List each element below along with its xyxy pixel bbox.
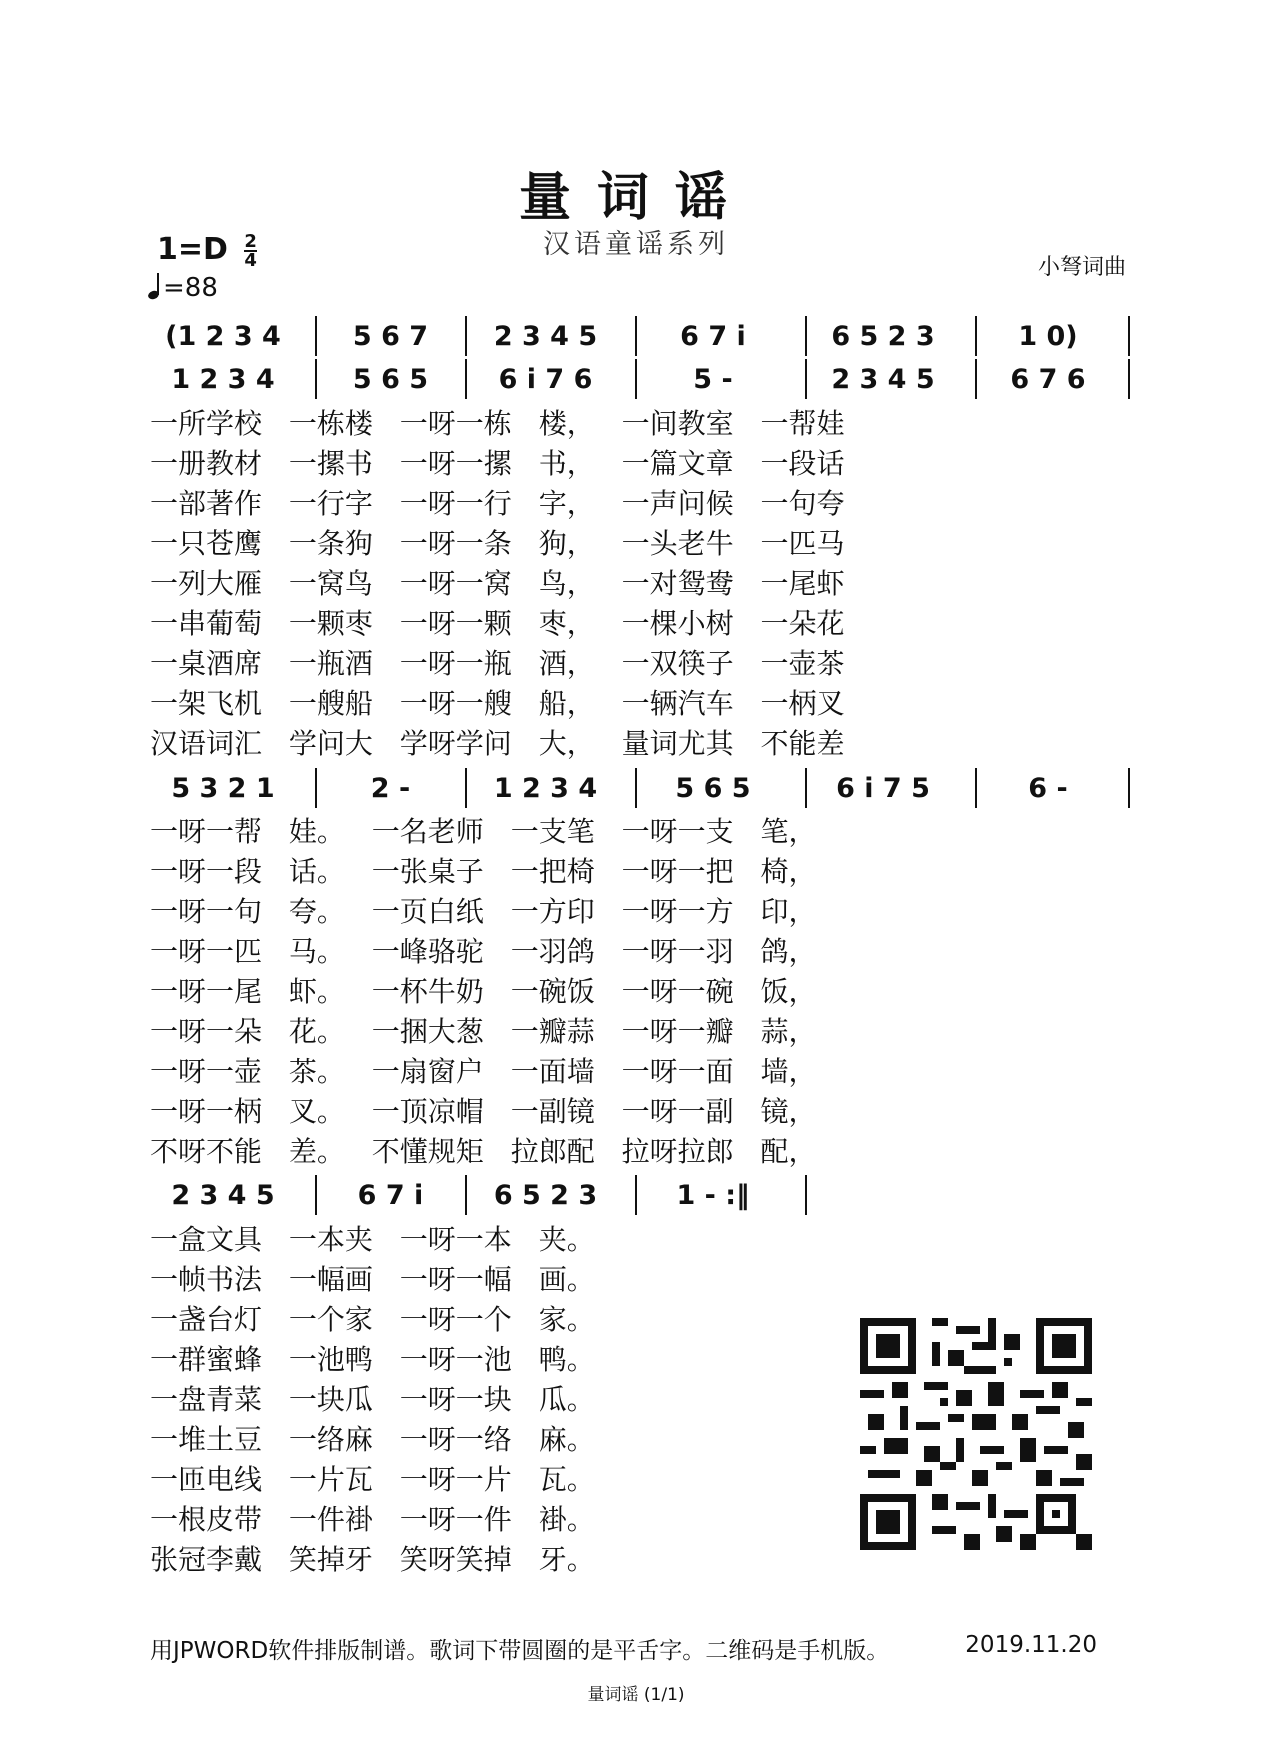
measure: 6 5 2 3 <box>831 320 935 352</box>
notation-row <box>148 1173 1133 1217</box>
lyric-line: 一所学校 一栋楼 一呀一栋 楼， 一间教室 一帮娃 <box>150 407 845 440</box>
measure: 6 7 i <box>357 1179 424 1211</box>
lyric-line: 一架飞机 一艘船 一呀一艘 船， 一辆汽车 一柄叉 <box>150 687 845 720</box>
measure: 1 - :‖ <box>676 1179 750 1211</box>
measure: 5 6 5 <box>675 772 751 804</box>
barline <box>635 1175 637 1215</box>
measure: 1 0) <box>1018 320 1078 352</box>
lyric-line: 一呀一匹 马。 一峰骆驼 一羽鸽 一呀一羽 鸽， <box>150 935 817 968</box>
lyric-line: 一盘青菜 一块瓜 一呀一块 瓜。 <box>150 1383 595 1416</box>
barline <box>805 1175 807 1215</box>
composer-credit: 小弩词曲 <box>1037 255 1126 280</box>
barline <box>465 359 467 399</box>
tempo-marking <box>148 273 218 303</box>
notation-row <box>148 766 1133 810</box>
lyric-line: 一堆土豆 一络麻 一呀一络 麻。 <box>150 1423 595 1456</box>
barline <box>315 316 317 356</box>
measure: 6 i 7 6 <box>498 363 593 395</box>
barline <box>975 359 977 399</box>
lyric-line: 一呀一柄 叉。 一顶凉帽 一副镜 一呀一副 镜， <box>150 1095 817 1128</box>
key-signature <box>157 232 257 269</box>
lyric-line: 不呀不能 差。 不懂规矩 拉郎配 拉呀拉郎 配， <box>150 1135 817 1168</box>
barline <box>975 768 977 808</box>
barline <box>805 316 807 356</box>
measure: 5 6 5 <box>352 363 429 395</box>
measure: 1 2 3 4 <box>171 363 275 395</box>
measure: 2 3 4 5 <box>831 363 935 395</box>
time-signature <box>244 230 257 271</box>
barline <box>635 768 637 808</box>
lyric-line: 一帧书法 一幅画 一呀一幅 画。 <box>150 1263 595 1296</box>
lyric-line: 一匝电线 一片瓦 一呀一片 瓦。 <box>150 1463 595 1496</box>
barline <box>805 768 807 808</box>
barline <box>465 768 467 808</box>
lyric-line: 一呀一壶 茶。 一扇窗户 一面墙 一呀一面 墙， <box>150 1055 817 1088</box>
lyric-line: 一册教材 一摞书 一呀一摞 书， 一篇文章 一段话 <box>150 447 845 480</box>
lyric-line: 一群蜜蜂 一池鸭 一呀一池 鸭。 <box>150 1343 595 1376</box>
barline <box>1128 359 1130 399</box>
lyric-line: 一呀一朵 花。 一捆大葱 一瓣蒜 一呀一瓣 蒜， <box>150 1015 817 1048</box>
barline <box>635 359 637 399</box>
measure: 6 7 6 <box>1010 363 1086 395</box>
measure: 6 - <box>1028 772 1068 804</box>
key-label: 1=D <box>157 232 228 267</box>
lyric-line: 一呀一帮 娃。 一名老师 一支笔 一呀一支 笔， <box>150 815 817 848</box>
barline <box>1128 316 1130 356</box>
lyric-line: 一呀一段 话。 一张桌子 一把椅 一呀一把 椅， <box>150 855 817 888</box>
notation-row <box>148 357 1133 401</box>
qr-code-icon <box>860 1318 1092 1550</box>
measure: 1 2 3 4 <box>493 772 598 804</box>
measure: 5 - <box>693 363 733 395</box>
lyric-line: 一桌酒席 一瓶酒 一呀一瓶 酒， 一双筷子 一壶茶 <box>150 647 845 680</box>
lyric-line: 一呀一句 夸。 一页白纸 一方印 一呀一方 印， <box>150 895 817 928</box>
barline <box>635 316 637 356</box>
page-title: 量词谣 <box>518 167 753 228</box>
measure: 6 5 2 3 <box>493 1179 598 1211</box>
measure: 6 i 7 5 <box>836 772 930 804</box>
barline <box>1128 768 1130 808</box>
barline <box>315 359 317 399</box>
barline <box>315 768 317 808</box>
lyric-line: 汉语词汇 学问大 学呀学问 大， 量词尤其 不能差 <box>150 727 845 760</box>
tempo-value: =88 <box>163 273 218 303</box>
lyric-line: 一列大雁 一窝鸟 一呀一窝 鸟， 一对鸳鸯 一尾虾 <box>150 567 845 600</box>
barline <box>465 1175 467 1215</box>
measure: 6 7 i <box>680 320 746 352</box>
barline <box>805 359 807 399</box>
barline <box>975 316 977 356</box>
lyric-line: 一根皮带 一件褂 一呀一件 褂。 <box>150 1503 595 1536</box>
footer-note: 用JPWORD软件排版制谱。歌词下带圆圈的是平舌字。二维码是手机版。 <box>150 1638 890 1664</box>
lyric-line: 张冠李戴 笑掉牙 笑呀笑掉 牙。 <box>150 1543 595 1576</box>
measure: (1 2 3 4 <box>165 320 281 352</box>
lyric-line: 一盒文具 一本夹 一呀一本 夹。 <box>150 1223 595 1256</box>
lyric-line: 一只苍鹰 一条狗 一呀一条 狗， 一头老牛 一匹马 <box>150 527 845 560</box>
time-top: 2 <box>244 230 257 252</box>
qr-code <box>860 1318 1092 1550</box>
subtitle: 汉语童谣系列 <box>543 229 729 260</box>
time-bottom: 4 <box>244 249 257 271</box>
measure: 5 6 7 <box>352 320 429 352</box>
measure: 2 3 4 5 <box>493 320 598 352</box>
lyric-line: 一呀一尾 虾。 一杯牛奶 一碗饭 一呀一碗 饭， <box>150 975 817 1008</box>
measure: 2 3 4 5 <box>171 1179 275 1211</box>
quarter-note-icon <box>148 273 160 299</box>
notation-row <box>148 314 1133 358</box>
measure: 5 3 2 1 <box>171 772 275 804</box>
page-number: 量词谣 (1/1) <box>587 1685 685 1705</box>
lyric-line: 一盏台灯 一个家 一呀一个 家。 <box>150 1303 595 1336</box>
measure: 2 - <box>370 772 411 804</box>
barline <box>465 316 467 356</box>
lyric-line: 一部著作 一行字 一呀一行 字， 一声问候 一句夸 <box>150 487 845 520</box>
lyric-line: 一串葡萄 一颗枣 一呀一颗 枣， 一棵小树 一朵花 <box>150 607 845 640</box>
barline <box>315 1175 317 1215</box>
date-stamp: 2019.11.20 <box>965 1632 1097 1658</box>
